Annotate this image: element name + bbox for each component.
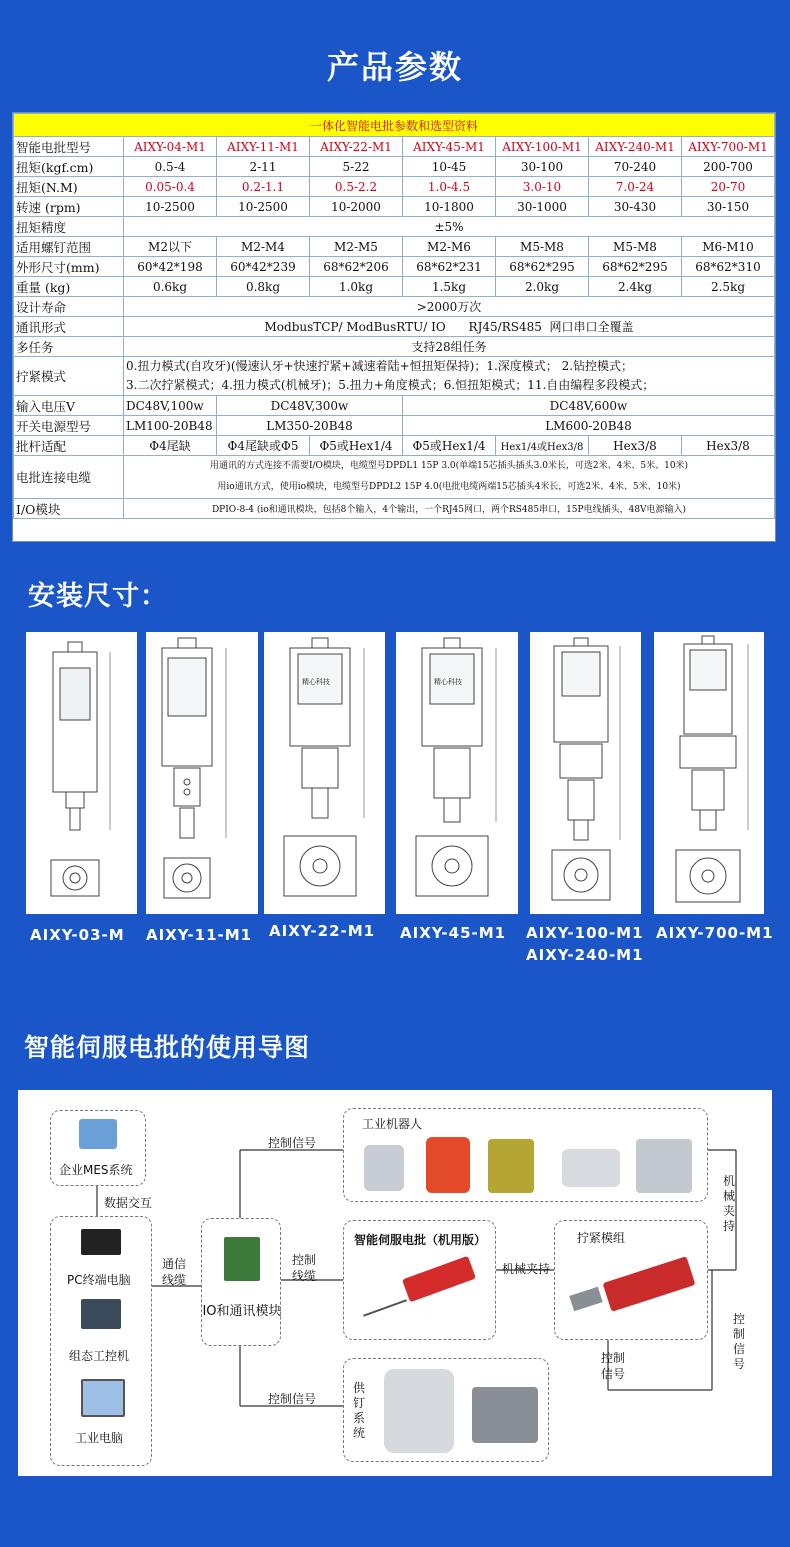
drawing-svg <box>26 632 137 914</box>
pc-label: PC终端电脑 <box>67 1273 131 1287</box>
row-torque-nm: 扭矩(N.M) 0.05-0.4 0.2-1.1 0.5-2.2 1.0-4.5 3.0-10 7.0-24 20-70 <box>14 177 775 197</box>
caption-aixy-700: AIXY-700-M1 <box>656 924 774 942</box>
drawing-aixy-700 <box>654 632 764 914</box>
caption-aixy-03: AIXY-03-M <box>30 926 125 944</box>
row-speed: 转速 (rpm) 10-2500 10-2500 10-2000 10-1800 30-1000 30-430 30-150 <box>14 197 775 217</box>
feeder-icon <box>384 1369 454 1453</box>
laptop-icon <box>81 1229 121 1255</box>
row-torque-kgf: 扭矩(kgf.cm) 0.5-4 2-11 5-22 10-45 30-100 70-240 200-700 <box>14 157 775 177</box>
mes-box <box>50 1110 146 1186</box>
ipc-icon <box>81 1379 125 1417</box>
mid-signal-label: 控制信号 <box>600 1351 625 1381</box>
drawing-aixy-03 <box>26 632 137 914</box>
drawing-aixy-11 <box>146 632 258 914</box>
caption-aixy-11: AIXY-11-M1 <box>146 926 253 944</box>
drawing-aixy-100-240 <box>530 632 641 914</box>
feeder-icon <box>472 1387 538 1443</box>
right-signal-label: 控制信号 <box>732 1312 745 1371</box>
spec-table-title: 一体化智能电批参数和选型资料 <box>14 114 775 137</box>
feeder-label: 供钉系统 <box>352 1381 365 1440</box>
section-title-install: 安装尺寸： <box>28 581 168 612</box>
row-weight: 重量 (kg) 0.6kg 0.8kg 1.0kg 1.5kg 2.0kg 2.4kg 2.5kg <box>14 277 775 297</box>
control-signal-top: 控制信号 <box>268 1136 317 1150</box>
row-size: 外形尺寸(mm) 60*42*198 60*42*239 68*62*206 68*62*231 68*62*295 68*62*295 68*62*310 <box>14 257 775 277</box>
control-signal-bottom: 控制信号 <box>268 1392 317 1406</box>
brand-text: 精心科技 <box>302 678 330 686</box>
data-exchange-label: 数据交互 <box>104 1196 153 1210</box>
mech-clamp-label: 机械夹持 <box>502 1262 551 1276</box>
comm-cable-label: 通信线缆 <box>161 1257 186 1287</box>
tighten-label: 拧紧模组 <box>577 1231 626 1245</box>
caption-aixy-240: AIXY-240-M1 <box>526 946 644 964</box>
row-mode: 拧紧模式 0.扭力模式(自攻牙)(慢速认牙+快速拧紧+减速着陆+恒扭矩保持)；1.深度模式； 2.钻控模式； 3.二次拧紧模式；4.扭力模式(机械牙)；5.扭力+角度模式；6.恒扭矩模式；11.自由编程多段模式； <box>14 357 775 396</box>
drawing-aixy-22 <box>264 632 385 914</box>
row-screws: 适用螺钉范围 M2以下 M2-M4 M2-M5 M2-M6 M5-M8 M5-M8 M6-M10 <box>14 237 775 257</box>
row-voltage: 输入电压V DC48V,100w DC48V,300w DC48V,600w <box>14 396 775 416</box>
mes-label: 企业MES系统 <box>59 1163 133 1177</box>
row-accuracy: 扭矩精度 ±5% <box>14 217 775 237</box>
section-title-params: 产品参数 <box>326 48 463 86</box>
computers-box <box>50 1216 152 1466</box>
row-life: 设计寿命 >2000万次 <box>14 297 775 317</box>
spec-table <box>12 112 776 542</box>
mes-icon <box>79 1119 117 1149</box>
gripper-icon <box>569 1287 602 1311</box>
caption-aixy-45: AIXY-45-M1 <box>400 924 507 942</box>
robot-icon <box>636 1139 692 1193</box>
row-io: I/O模块 DPIO-8-4 (io和通讯模块，包括8个输入，4个输出，一个RJ45网口，两个RS485串口，15P电线插头，48V电源输入) <box>14 499 775 519</box>
section-title-usage: 智能伺服电批的使用导图 <box>24 1033 311 1062</box>
brand-text: 精心科技 <box>434 678 462 686</box>
row-cable: 电批连接电缆 用通讯的方式连接不需要I/O模块，电缆型号DPDL1 15P 3.0(单端15芯插头插头3.0米长，可选2米、4米、5米、10米) 用io通讯方式，使用io模块，电缆型号DPDL2 15P 4.0(电批电缆两端15芯插头4米长，可选2米、4米、5米、10米) <box>14 456 775 499</box>
caption-aixy-22: AIXY-22-M1 <box>269 922 376 940</box>
row-model: 智能电批型号 AIXY-04-M1 AIXY-11-M1 AIXY-22-M1 AIXY-45-M1 AIXY-100-M1 AIXY-240-M1 AIXY-700-M1 <box>14 137 775 157</box>
ipc-label: 工业电脑 <box>75 1431 124 1445</box>
tighten-box <box>554 1220 708 1340</box>
robot-icon <box>426 1137 470 1193</box>
hmi-label: 组态工控机 <box>69 1349 130 1363</box>
row-comm: 通讯形式 ModbusTCP/ ModBusRTU/ IO RJ45/RS485 网口串口全覆盖 <box>14 317 775 337</box>
robot-icon <box>488 1139 534 1193</box>
usage-diagram <box>18 1090 772 1476</box>
caption-aixy-100: AIXY-100-M1 <box>526 924 644 942</box>
io-module-icon <box>224 1237 260 1281</box>
io-module-box <box>201 1218 281 1346</box>
feeder-box <box>343 1358 549 1462</box>
control-cable-label: 控制线缆 <box>291 1253 316 1283</box>
robot-box <box>343 1108 708 1202</box>
row-tasks: 多任务 支持28组任务 <box>14 337 775 357</box>
servo-label: 智能伺服电批（机用版） <box>354 1233 487 1247</box>
drawing-aixy-45 <box>396 632 518 914</box>
robot-label: 工业机器人 <box>362 1117 423 1131</box>
right-clamp-label: 机械夹持 <box>722 1174 735 1233</box>
servo-icon <box>402 1256 476 1302</box>
hmi-icon <box>81 1299 121 1329</box>
tighten-icon <box>603 1256 696 1312</box>
io-module-label: IO和通讯模块 <box>202 1304 282 1319</box>
row-bit: 批杆适配 Φ4尾缺 Φ4尾缺或Φ5 Φ5或Hex1/4 Φ5或Hex1/4 Hex1/4或Hex3/8 Hex3/8 Hex3/8 <box>14 436 775 456</box>
row-psu: 开关电源型号 LM100-20B48 LM350-20B48 LM600-20B48 <box>14 416 775 436</box>
robot-icon <box>562 1149 620 1187</box>
robot-icon <box>364 1145 404 1191</box>
servo-box <box>343 1220 496 1340</box>
servo-bit-icon <box>363 1299 407 1317</box>
